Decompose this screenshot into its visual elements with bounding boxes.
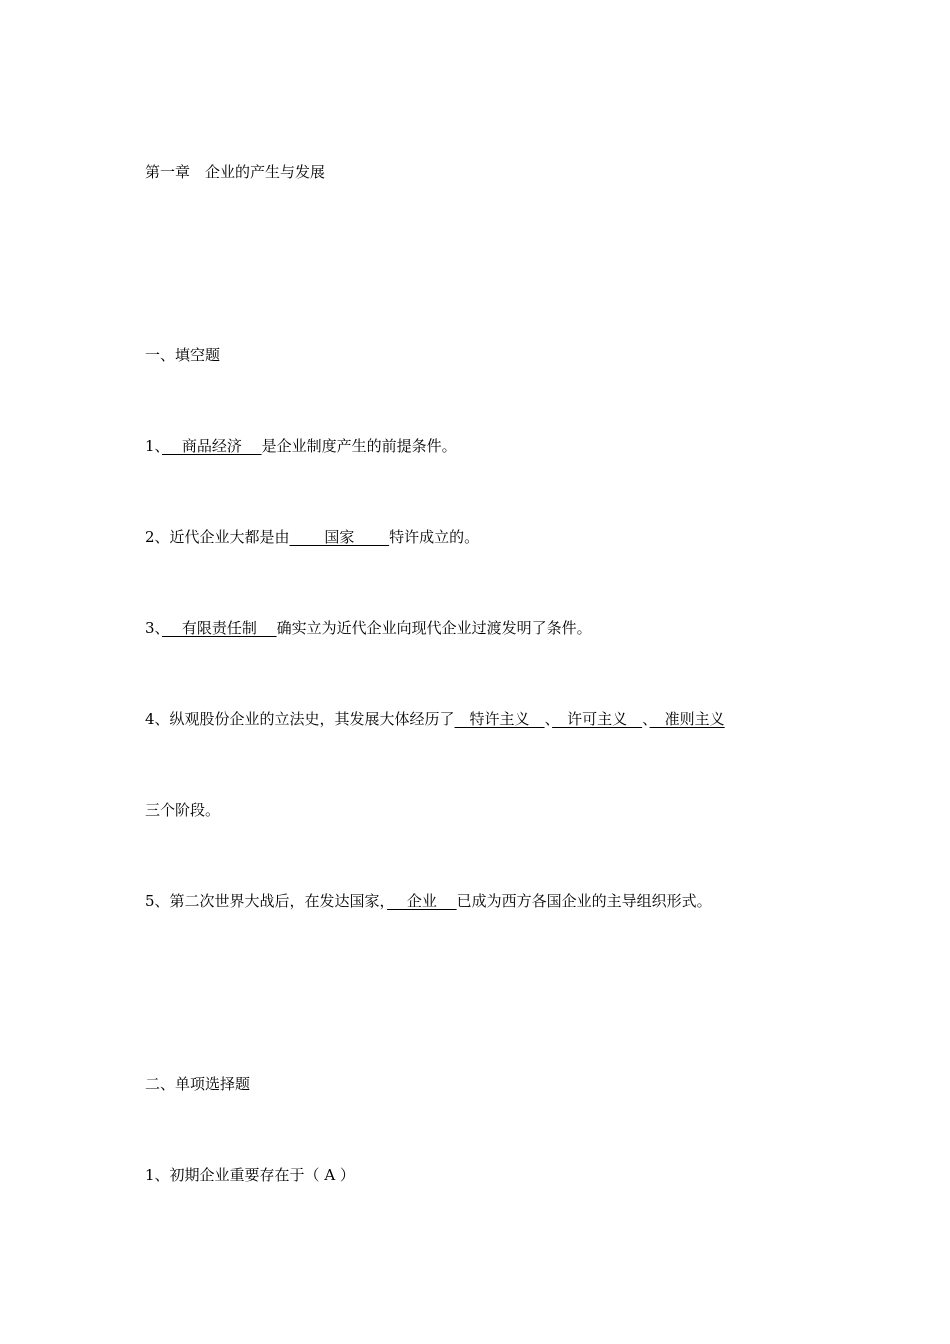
question-1-prefix: 1、 — [145, 437, 163, 455]
question-3-prefix: 3、 — [145, 619, 163, 637]
question-2-prefix: 2、近代企业大都是由 — [145, 528, 290, 546]
question-4 — [145, 709, 725, 729]
question-4-continuation: 三个阶段。 — [145, 801, 221, 819]
question-3-answer: 有限责任制 — [162, 619, 277, 637]
question-4-separator-2: 、 — [642, 710, 650, 728]
question-4-answer-3: 准则主义 — [649, 710, 725, 728]
chapter-title: 第一章 企业的产生与发展 — [145, 163, 326, 181]
question-4-separator-1: 、 — [544, 710, 553, 728]
question-4-answer-1: 特许主义 — [454, 710, 545, 728]
section-heading-fill-in: 一、填空题 — [145, 346, 221, 364]
question-4-answer-2: 许可主义 — [552, 710, 643, 728]
choice-question-1: 1、初期企业重要存在于（ A ） — [145, 1166, 355, 1184]
question-4-prefix: 4、纵观股份企业的立法史，其发展大体经历了 — [145, 710, 455, 728]
question-3-suffix: 确实立为近代企业向现代企业过渡发明了条件。 — [276, 619, 592, 637]
question-5-suffix: 已成为西方各国企业的主导组织形式。 — [456, 892, 712, 910]
question-1-answer: 商品经济 — [162, 437, 262, 455]
question-2 — [145, 527, 479, 547]
question-2-suffix: 特许成立的。 — [389, 528, 480, 546]
section-heading-single-choice: 二、单项选择题 — [145, 1075, 251, 1093]
question-2-answer: 国家 — [289, 528, 390, 546]
question-5 — [145, 891, 712, 911]
question-3 — [145, 618, 592, 638]
question-5-prefix: 5、第二次世界大战后，在发达国家， — [145, 892, 388, 910]
question-1-suffix: 是企业制度产生的前提条件。 — [261, 437, 457, 455]
question-5-answer: 企业 — [387, 892, 457, 910]
question-1 — [145, 436, 457, 456]
